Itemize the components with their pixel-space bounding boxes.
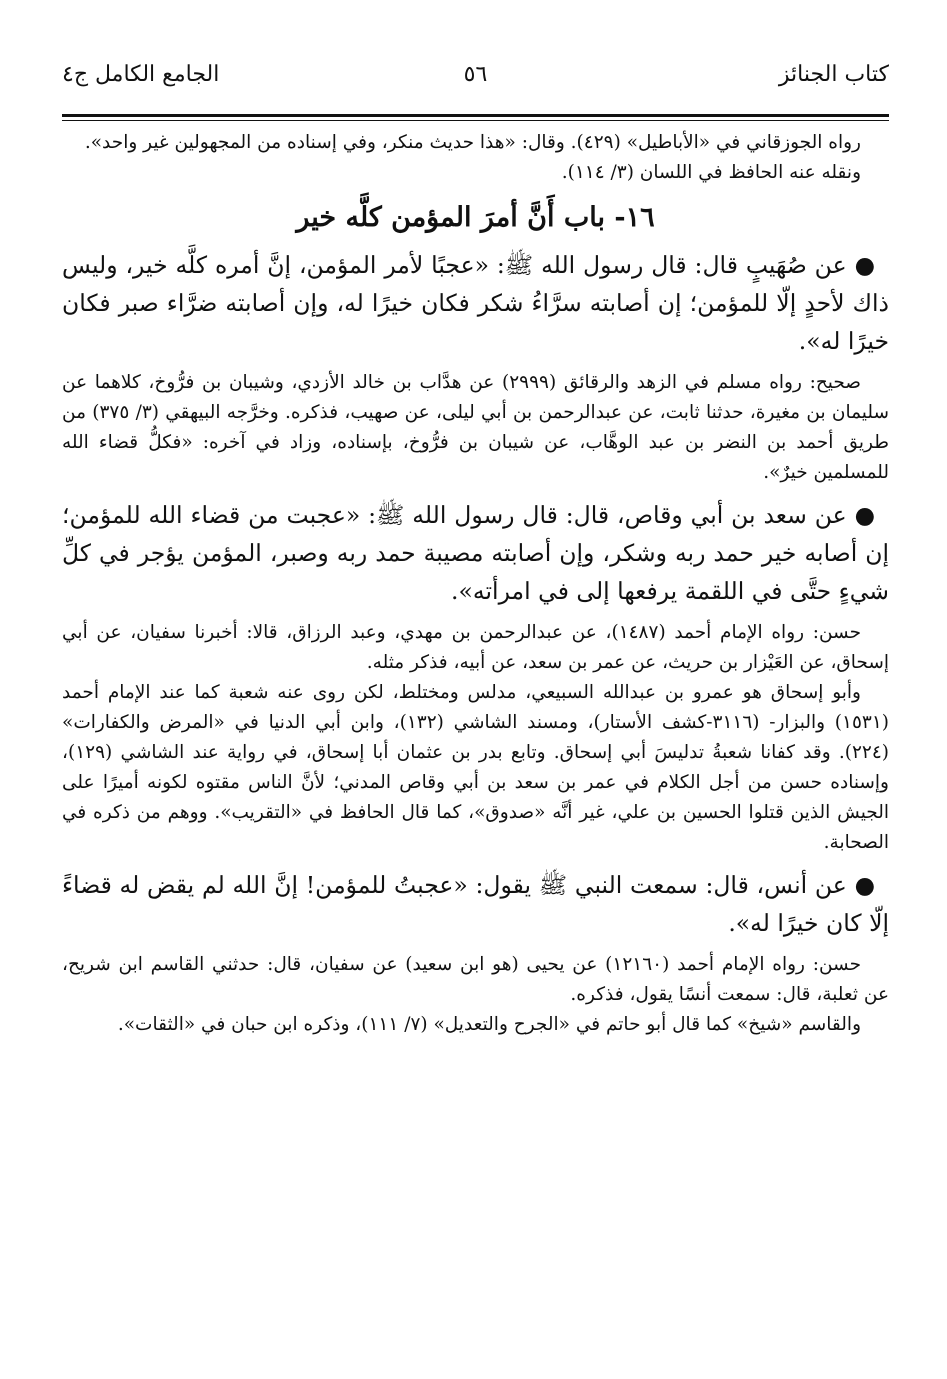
commentary-paragraph: ونقله عنه الحافظ في اللسان (٣/ ١١٤). [561, 162, 861, 183]
hadith-text: ● عن أنس، قال: سمعت النبي ﷺ يقول: «عجبتُ للمؤمن! إنَّ الله لم يقض له قضاءً إلّا كان خيرًا له». [62, 871, 889, 937]
book-title: كتاب الجنائز [778, 62, 889, 87]
commentary-paragraph: حسن: رواه الإمام أحمد (١٤٨٧)، عن عبدالرحمن بن مهدي، وعبد الرزاق، قالا: أخبرنا سفيان، عن أبي إسحاق، عن العَيْزار بن حريث، عن عمر بن سعد، عن أبيه، فذكر مثله. [62, 622, 889, 673]
commentary-paragraph: حسن: رواه الإمام أحمد (١٢١٦٠) عن يحيى (هو ابن سعيد) عن سفيان، قال: حدثني القاسم ابن شريح، عن ثعلبة، قال: سمعت أنسًا يقول، فذكره. [62, 954, 889, 1005]
page-number: ٥٦ [463, 62, 488, 87]
hadith-text: ● عن صُهَيبٍ قال: قال رسول الله ﷺ: «عجبًا لأمر المؤمن، إنَّ أمره كلَّه خير، وليس ذاك لأحدٍ إلّا للمؤمن؛ إن أصابته سرَّاءُ شكر فكان خيرًا له، وإن أصابته ضرَّاء صبر فكان خيرًا له». [62, 251, 889, 355]
commentary-paragraph: وأبو إسحاق هو عمرو بن عبدالله السبيعي، مدلس ومختلط، لكن روى عنه شعبة كما عند الإمام أحمد (١٥٣١) والبزار- (٣١١٦-كشف الأستار)، ومسند الشاشي (١٣٢)، وابن أبي الدنيا في «المرض والكفارات» (٢٢٤). وقد كفانا شعبةُ تدليسَ أبي إسحاق. وتابع بدر بن عثمان أبا إسحاق، في رواية عند الشاشي (١٢٩)، وإسناده حسن من أجل الكلام في عمر بن سعد بن أبي وقاص المدني؛ لأنَّ الناس مقتوه لكونه أميرًا على الجيش الذين قتلوا الحسين بن علي، غير أنَّه «صدوق»، كما قال الحافظ في «التقريب». ووهم من ذكره في الصحابة. [62, 682, 889, 853]
commentary-paragraph: والقاسم «شيخ» كما قال أبو حاتم في «الجرح والتعديل» (٧/ ١١١)، وذكره ابن حبان في «الثقات». [117, 1014, 861, 1035]
header-rule-thin [62, 120, 889, 121]
page-body [62, 128, 889, 1040]
header-rule-thick [62, 114, 889, 117]
chapter-heading: ١٦- باب أَنَّ أمرَ المؤمن كلَّه خير [296, 202, 655, 233]
running-header [62, 62, 889, 102]
commentary-paragraph: رواه الجوزقاني في «الأباطيل» (٤٢٩). وقال: «هذا حديث منكر، وفي إسناده من المجهولين غير واحد». [84, 132, 861, 153]
hadith-text: ● عن سعد بن أبي وقاص، قال: قال رسول الله ﷺ: «عجبت من قضاء الله للمؤمن؛ إن أصابه خير حمد ربه وشكر، وإن أصابته مصيبة حمد ربه وصبر، المؤمن يؤجر في كلِّ شيءٍ حتَّى في اللقمة يرفعها إلى في امرأته». [62, 501, 889, 605]
volume-title: الجامع الكامل ج٤ [62, 62, 220, 87]
commentary-paragraph: صحيح: رواه مسلم في الزهد والرقائق (٢٩٩٩) عن هدَّاب بن خالد الأزدي، وشيبان بن فرُّوخ، كلاهما عن سليمان بن مغيرة، حدثنا ثابت، عن عبدالرحمن بن أبي ليلى، عن صهيب، فذكره. وخرَّجه البيهقي (٣/ ٣٧٥) من طريق أحمد بن النضر بن عبد الوهَّاب، عن شيبان بن فرُّوخ، بإسناده، وزاد في آخره: «فكلُّ قضاء الله للمسلمين خيرٌ». [62, 372, 889, 483]
